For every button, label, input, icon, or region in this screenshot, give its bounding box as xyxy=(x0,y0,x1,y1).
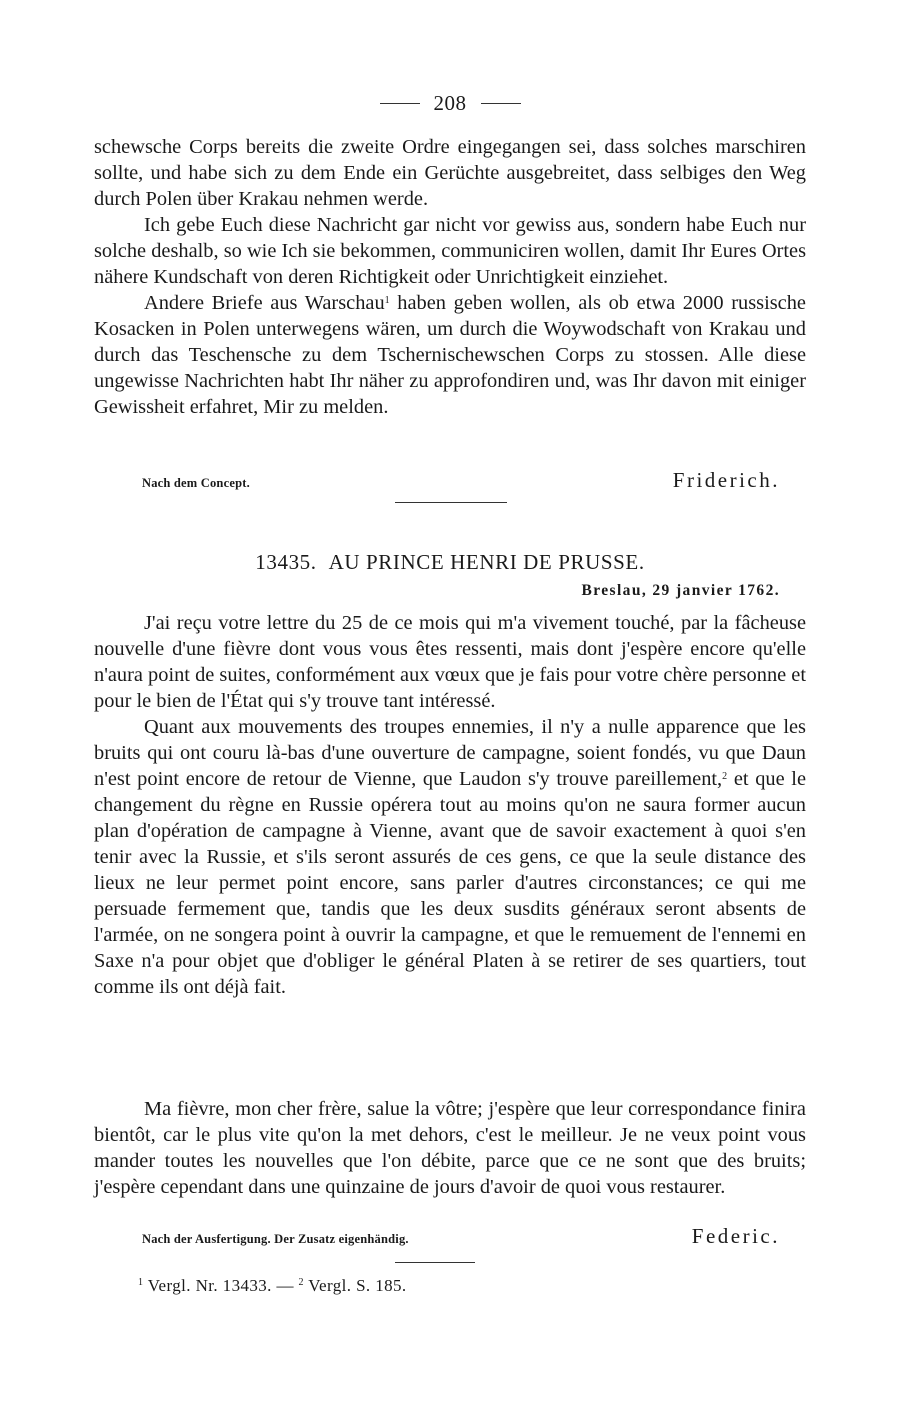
source-note: Nach dem Concept. xyxy=(142,476,250,490)
signature: Federic. xyxy=(691,1224,780,1248)
footnote-marker: 1 xyxy=(384,295,390,306)
footnote-text: Vergl. Nr. 13433. — xyxy=(143,1276,299,1295)
footnote-text: Vergl. S. 185. xyxy=(303,1276,407,1295)
letter-body xyxy=(94,610,806,1000)
paragraph: J'ai reçu votre lettre du 25 de ce mois qui m'a vivement touché, par la fâcheuse nouvelle d'une fièvre dont vous vous êtes ressenti, mais dont j'espère encore qu'elle n'aura point de suites, conformément aux vœux que je fais pour votre chère personne et pour le bien de l'État qui s'y trouve tant intéressé. xyxy=(94,612,807,712)
source-note: Nach der Ausfertigung. Der Zusatz eigenhändig. xyxy=(142,1232,409,1246)
page-header xyxy=(0,88,900,118)
footnote-divider xyxy=(395,1262,475,1263)
letter-number: 13435. xyxy=(255,550,317,574)
dateline-place: Breslau, xyxy=(581,582,648,599)
letter-signature-row xyxy=(142,1224,780,1250)
previous-letter-text xyxy=(94,134,806,420)
previous-letter-signature-row xyxy=(142,468,780,494)
letter-postscript xyxy=(94,1096,806,1200)
paragraph xyxy=(94,714,806,1000)
footnote-mark: 1 xyxy=(138,1277,144,1288)
page-number: 208 xyxy=(433,90,467,115)
header-rule-left xyxy=(380,103,420,104)
paragraph: Ma fièvre, mon cher frère, salue la vôtre; j'espère que leur correspondance finira bientôt, car le plus vite qu'on la met dehors, c'est le meilleur. Je ne veux point vous mander toutes les nouvelles que l'on débite, parce que ce ne sont que des bruits; j'espère cependant dans une quinzaine de jours d'avoir de quoi vous restaurer. xyxy=(94,1098,806,1198)
text-run: et que le changement du règne en Russie opérera tout au moins qu'on ne saura former aucun plan d'opération de campagne à Vienne, avant que de savoir exactement à quoi s'en tenir avec la Russie, et s'ils seront assurés de ces gens, ce que la seule distance des lieux ne leur permet point encore, sans parler d'autres circonstances; ce qui me persuade fermement que, tandis que les deux susdits généraux seront absents de l'armée, on ne songera point à ouvrir la campagne, et que le remuement de l'ennemi en Saxe n'a pour objet que d'obliger le général Platen à se retirer de ses quartiers, tout comme ils ont déjà fait. xyxy=(94,768,807,998)
header-rule-right xyxy=(481,103,521,104)
footnote-mark: 2 xyxy=(298,1277,304,1288)
paragraph: schewsche Corps bereits die zweite Ordre eingegangen sei, dass solches marschiren sollte, und habe sich zu dem Ende ein Gerüchte ausgebreitet, dass selbiges den Weg durch Polen über Krakau nehmen werde. xyxy=(94,136,806,210)
footnote-marker: 2 xyxy=(722,771,728,782)
signature: Friderich. xyxy=(672,468,780,492)
dateline-date: 29 janvier 1762. xyxy=(652,582,780,599)
letter-heading xyxy=(0,550,900,575)
letter-title: AU PRINCE HENRI DE PRUSSE. xyxy=(328,550,645,574)
text-run: haben geben wollen, als ob etwa 2000 russische Kosacken in Polen unterwegens wären, um durch die Woywodschaft von Krakau und durch das Teschensche zu dem Tschernischewschen Corps zu stossen. Alle diese ungewisse Nachrichten habt Ihr näher zu approfondiren und, was Ihr davon mit einiger Gewissheit erfahret, Mir zu melden. xyxy=(94,292,806,418)
paragraph: Ich gebe Euch diese Nachricht gar nicht vor gewiss aus, sondern habe Euch nur solche deshalb, so wie Ich sie bekommen, communiciren wollen, damit Ihr Eures Ortes nähere Kundschaft von deren Richtigkeit oder Unrichtigkeit einziehet. xyxy=(94,214,806,288)
paragraph xyxy=(94,290,806,420)
dateline xyxy=(582,582,780,600)
footnotes xyxy=(138,1276,407,1296)
text-run: Quant aux mouvements des troupes ennemies, il n'y a nulle apparence que les bruits qui ont couru là-bas d'une ouverture de campagne, soient fondés, vu que Daun n'est point encore de retour de Vienne, que Laudon s'y trouve pareillement, xyxy=(94,716,806,790)
text-run: Andere Briefe aus Warschau xyxy=(144,292,385,314)
section-divider xyxy=(395,502,507,503)
